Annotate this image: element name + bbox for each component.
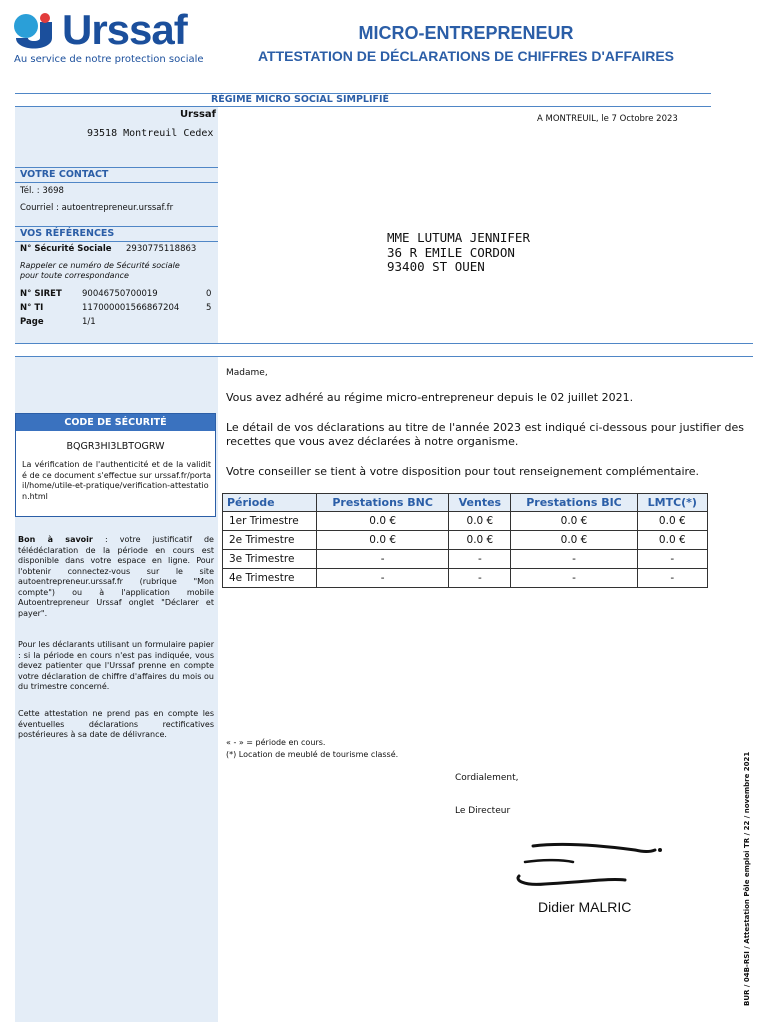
paper-form-note: Pour les déclarants utilisant un formulaire papier : si la période en cours n'est pas indiquée, vous devez patienter que l'Urssaf prenne en compte votre déclaration de chiffre d'affaires du mois ou du trimestre concerné. (18, 640, 214, 691)
table-cell: - (637, 550, 707, 569)
urssaf-logo-icon (12, 12, 56, 54)
regime-label: RÉGIME MICRO SOCIAL SIMPLIFIÉ (210, 94, 390, 105)
table-cell: - (317, 569, 449, 588)
table-cell: 0.0 € (449, 531, 511, 550)
siret-label: N° SIRET (20, 289, 62, 299)
col-header: LMTC(*) (637, 494, 707, 512)
table-cell: 2e Trimestre (223, 531, 317, 550)
table-cell: 1er Trimestre (223, 512, 317, 531)
side-reference: BUR / 04B-RSI / Attestation Pôle emploi TR / 22 / novembre 2021 (743, 751, 751, 1006)
bon-text: : votre justificatif de télédéclaration de la période en cours est disponible dans votre espace en ligne. Pour l'obtenir connectez-vous sur le site autoentrepreneur.urssaf.fr (rubrique "Mon compte") ou à l'application mobile Autoentrepreneur Urssaf onglet "Déclarer et payer". (18, 535, 214, 618)
table-row (223, 512, 708, 531)
table-cell: 3e Trimestre (223, 550, 317, 569)
table-cell: 0.0 € (511, 531, 637, 550)
sidebar-lower-panel (15, 357, 218, 1022)
table-cell: - (449, 550, 511, 569)
tel-label: Tél. : (20, 186, 40, 196)
security-box (15, 413, 216, 517)
table-row (223, 550, 708, 569)
secu-reminder: Rappeler ce numéro de Sécurité sociale pour toute correspondance (20, 261, 180, 280)
paragraph-2: Le détail de vos déclarations au titre de l'année 2023 est indiqué ci-dessous pour justifier des recettes que vous avez déclarées à notre organisme. (226, 421, 744, 448)
table-row (223, 531, 708, 550)
contact-email (20, 203, 173, 214)
ti-extra: 5 (206, 303, 212, 313)
page-label: Page (20, 317, 44, 327)
references-title: VOS RÉFÉRENCES (20, 228, 115, 239)
ti-label: N° TI (20, 303, 44, 313)
siret-value: 90046750700019 (82, 289, 158, 299)
table-cell: - (511, 550, 637, 569)
sidebar-info-panel (15, 107, 218, 343)
recipient-line: 93400 ST OUEN (387, 259, 485, 274)
doc-title: MICRO-ENTREPRENEUR (358, 23, 574, 43)
rectification-note: Cette attestation ne prend pas en compte les éventuelles déclarations rectificatives postérieures à sa date de délivrance. (18, 709, 214, 739)
salutation: Madame, (226, 368, 268, 378)
col-header: Ventes (449, 494, 511, 512)
table-cell: 0.0 € (317, 531, 449, 550)
table-cell: - (449, 569, 511, 588)
security-title: CODE DE SÉCURITÉ (16, 414, 215, 431)
paragraph-3: Votre conseiller se tient à votre disposition pour tout renseignement complémentaire. (226, 465, 700, 478)
recipient-line: MME LUTUMA JENNIFER (387, 230, 530, 245)
table-cell: 0.0 € (637, 512, 707, 531)
place-date: A MONTREUIL, le 7 Octobre 2023 (537, 114, 678, 124)
doc-subtitle: ATTESTATION DE DÉCLARATIONS DE CHIFFRES D'AFFAIRES (257, 48, 675, 64)
secu-label: N° Sécurité Sociale (20, 244, 112, 254)
table-row (223, 569, 708, 588)
security-code: BQGR3HI3LBTOGRW (66, 441, 165, 452)
paragraph-1: Vous avez adhéré au régime micro-entrepreneur depuis le 02 juillet 2021. (226, 391, 634, 404)
divider (15, 343, 753, 344)
secu-value: 2930775118863 (126, 244, 197, 254)
page-value: 1/1 (82, 317, 96, 327)
signature-icon (505, 832, 675, 892)
table-header-row (223, 494, 708, 512)
col-header: Période (223, 494, 317, 512)
siret-extra: 0 (206, 289, 212, 299)
sender-address: 93518 Montreuil Cedex (87, 128, 214, 139)
table-cell: 4e Trimestre (223, 569, 317, 588)
sender-name: Urssaf (179, 109, 216, 120)
col-header: Prestations BIC (511, 494, 637, 512)
contact-tel (20, 186, 64, 197)
logo-name: Urssaf (62, 6, 187, 53)
recipient-line: 36 R EMILE CORDON (387, 244, 515, 260)
email-value: autoentrepreneur.urssaf.fr (61, 203, 174, 213)
contact-title: VOTRE CONTACT (20, 169, 109, 180)
footnote-current-period: « - » = période en cours. (226, 738, 326, 747)
footnote-lmtc: (*) Location de meublé de tourisme classé. (226, 750, 399, 759)
bon-a-savoir-note (18, 535, 214, 619)
col-header: Prestations BNC (317, 494, 449, 512)
closing-regards: Cordialement, (455, 773, 519, 783)
email-label: Courriel : (20, 203, 59, 213)
table-cell: 0.0 € (637, 531, 707, 550)
bon-label: Bon à savoir (18, 535, 93, 544)
signer-name: Didier MALRIC (538, 899, 632, 915)
table-cell: 0.0 € (449, 512, 511, 531)
table-cell: - (511, 569, 637, 588)
tel-value: 3698 (42, 186, 64, 196)
urssaf-logo (12, 8, 212, 68)
table-cell: 0.0 € (511, 512, 637, 531)
table-cell: - (637, 569, 707, 588)
security-text: La vérification de l'authenticité et de la validité de ce document s'effectue sur urssaf.fr/portail/home/utile-et-pratique/verification-attestation.html (22, 460, 211, 501)
declarations-table (222, 493, 708, 588)
logo-tagline: Au service de notre protection sociale (14, 54, 204, 65)
closing-role: Le Directeur (455, 806, 511, 816)
table-cell: 0.0 € (317, 512, 449, 531)
ti-value: 117000001566867204 (82, 303, 180, 313)
table-cell: - (317, 550, 449, 569)
recipient-address (387, 231, 530, 275)
